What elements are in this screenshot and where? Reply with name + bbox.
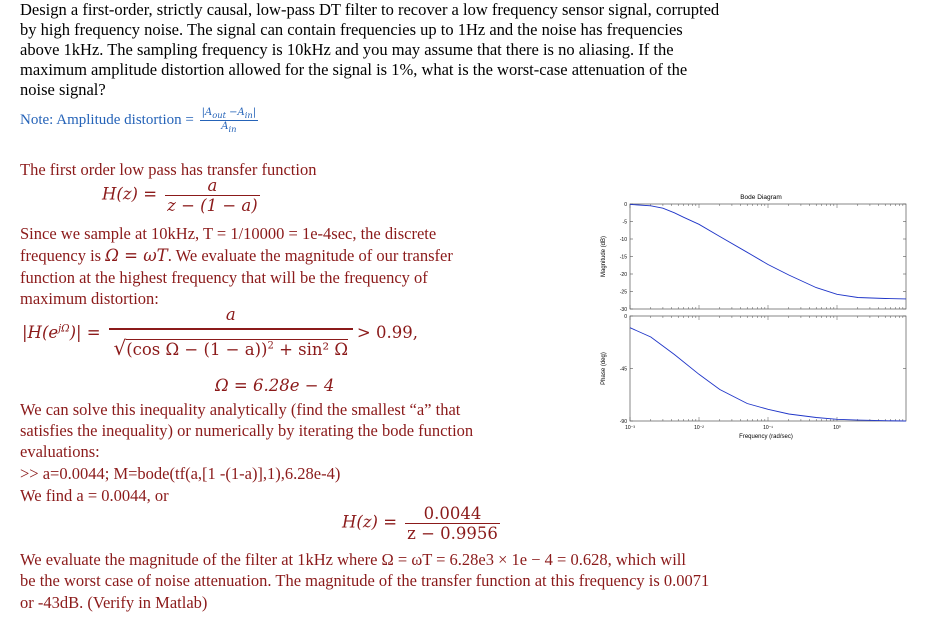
mag-denominator: √(cos Ω − (1 − a))$^2$ + sin² Ω: [113, 336, 349, 360]
transfer-function-2: [342, 504, 500, 543]
y-tick-label: 0: [624, 202, 627, 208]
evaluation-line-3: or -43dB. (Verify in Matlab): [20, 593, 208, 612]
evaluation-line-2: be the worst case of noise attenuation. The magnitude of the transfer function at this frequency is 0.0071: [20, 571, 710, 590]
solution-p3: function at the highest frequency that will be the frequency of: [20, 268, 428, 287]
transfer-function-1: [102, 176, 260, 215]
hz-lhs: H(z) =: [102, 184, 158, 204]
hz-denominator: z − (1 − a): [167, 196, 258, 215]
y-tick-label: -15: [619, 254, 627, 261]
series-line-phase: [630, 328, 906, 421]
x-tick-label: 10⁻²: [694, 425, 704, 431]
y-tick-label: -20: [619, 272, 627, 278]
solution-find: We find a = 0.0044, or: [20, 486, 169, 505]
note-numerator: $|A_{out} -A_{in}|$: [201, 107, 257, 120]
x-tick-label: 10⁻³: [625, 425, 635, 431]
hz2-lhs: H(z) =: [342, 512, 398, 532]
mag-fraction: [109, 305, 353, 360]
plot-frame-1: [630, 316, 906, 421]
y-axis-label: Magnitude (dB): [601, 235, 607, 278]
hz2-numerator: 0.0044: [405, 504, 500, 524]
problem-line-3: above 1kHz. The sampling frequency is 10kHz and you may assume that there is no aliasing. If the: [20, 40, 674, 59]
y-tick-label: -5: [622, 219, 627, 226]
problem-line-4: maximum amplitude distortion allowed for the signal is 1%, what is the worst-case attenuation of the: [20, 60, 688, 79]
hz2-fraction: [405, 504, 500, 543]
series-line-magnitude: [630, 204, 906, 299]
mag-lhs: $|H(e^{j\Omega})|$ =: [22, 323, 101, 342]
problem-line-2: by high frequency noise. The signal can contain frequencies up to 1Hz and the noise has frequencies: [20, 20, 683, 39]
solution-p4: maximum distortion:: [20, 289, 159, 308]
y-tick-label: -45: [619, 366, 627, 373]
omega-value: Ω = 6.28e − 4: [215, 376, 335, 395]
y-tick-label: -25: [619, 289, 627, 296]
y-axis-label: Phase (deg): [601, 352, 607, 385]
y-tick-label: -30: [619, 307, 627, 313]
bode-diagram: [596, 188, 912, 444]
mag-numerator: a: [109, 305, 353, 330]
matlab-code: >> a=0.0044; M=bode(tf(a,[1 -(1-a)],1),6.28e-4): [20, 464, 341, 483]
note-fraction: [200, 107, 259, 134]
solution-p2: frequency is Ω = ωT. We evaluate the magnitude of our transfer: [20, 246, 453, 265]
solution-p5: We can solve this inequality analytically (find the smallest “a” that: [20, 400, 461, 419]
note-label: Note: Amplitude distortion =: [20, 111, 194, 128]
magnitude-inequality: [22, 305, 418, 360]
hz-fraction: [165, 176, 260, 215]
solution-p6: satisfies the inequality) or numerically by iterating the bode function: [20, 421, 474, 440]
y-tick-label: -10: [619, 237, 627, 243]
y-tick-label: -90: [619, 419, 627, 425]
solution-p1: Since we sample at 10kHz, T = 1/10000 = 1e-4sec, the discrete: [20, 224, 437, 243]
mag-rhs: > 0.99,: [356, 323, 418, 342]
hz-numerator: a: [165, 176, 260, 196]
y-tick-label: 0: [624, 314, 627, 320]
evaluation-line-1: We evaluate the magnitude of the filter at 1kHz where Ω = ωT = 6.28e3 × 1e − 4 = 0.628, which will: [20, 550, 686, 569]
x-tick-label: 10⁰: [833, 425, 841, 431]
plot-frame-0: [630, 204, 906, 309]
note-denominator: $A_{in}$: [221, 121, 237, 134]
x-tick-label: 10⁻¹: [763, 425, 773, 431]
solution-p7: evaluations:: [20, 442, 100, 461]
problem-line-1: Design a first-order, strictly causal, low-pass DT filter to recover a low frequency sensor signal, corrupted: [20, 0, 720, 19]
problem-line-5: noise signal?: [20, 80, 106, 99]
note: [20, 107, 258, 134]
x-axis-label: Frequency (rad/sec): [739, 434, 793, 440]
chart-title: Bode Diagram: [740, 194, 782, 201]
hz2-denominator: z − 0.9956: [407, 524, 498, 543]
solution-intro: The first order low pass has transfer function: [20, 160, 317, 179]
